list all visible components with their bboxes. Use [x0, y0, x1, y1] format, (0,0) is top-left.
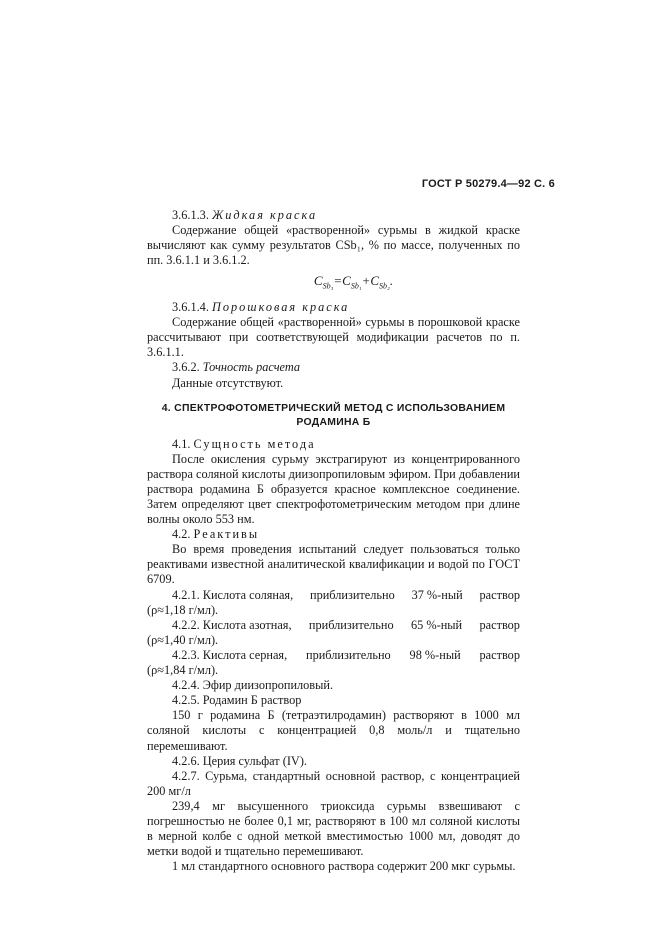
- section-4-title: [147, 402, 520, 430]
- clause-4-2-7-note: 1 мл стандартного основного раствора содержит 200 мкг сурьмы.: [172, 859, 516, 874]
- clause-3-6-1-4-heading: [147, 300, 520, 315]
- formula-lhs-sub: Sb₃: [322, 281, 334, 291]
- clause-4-2-4: 4.2.4. Эфир диизопропиловый.: [172, 678, 334, 693]
- reagent-density: (ρ≈1,18 г/мл).: [147, 602, 219, 617]
- reagent-concentration: 65 %-ный: [411, 617, 463, 632]
- clause-4-2-7-text: 239,4 мг высушенного триоксида сурьмы взвешивают с погрешностью не более 0,1 мг, растворяют в 100 мл соляной кислоты в мерной колбе с одной меткой вместимостью 1000 мл, доводят до метки водой и тщательно перемешивают.: [147, 798, 520, 859]
- reagent-line: [147, 588, 520, 603]
- formula-term2: +C: [361, 273, 380, 289]
- reagent-approx: приблизительно: [310, 587, 395, 602]
- clause-number: 3.6.1.3.: [172, 208, 209, 222]
- clause-3-6-2-text: Данные отсутствуют.: [172, 375, 284, 390]
- reagent-concentration: 37 %-ный: [411, 587, 463, 602]
- clause-3-6-2-heading: [147, 360, 520, 375]
- reagent-line: [147, 648, 520, 663]
- clause-4-2-7-heading: 4.2.7. Сурьма, стандартный основной раствор, с концентрацией 200 мг/л: [147, 768, 520, 798]
- formula-term2-sub: Sb₂: [379, 281, 390, 291]
- reagent-name: 4.2.3. Кислота серная,: [172, 647, 288, 662]
- clause-4-1-heading: [147, 437, 520, 452]
- reagent-type: раствор: [479, 617, 520, 632]
- clause-title: Порошковая краска: [211, 300, 350, 315]
- formula-end: .: [389, 273, 394, 289]
- reagent-concentration: 98 %-ный: [409, 647, 461, 662]
- reagent-approx: приблизительно: [305, 647, 391, 662]
- clause-4-2-text: Во время проведения испытаний следует пользоваться только реактивами известной аналитической квалификации и водой по ГОСТ 6709.: [147, 542, 520, 587]
- page-header: ГОСТ Р 50279.4—92 С. 6: [421, 178, 555, 190]
- reagent-name: 4.2.2. Кислота азотная,: [172, 617, 292, 632]
- section-title-line: 4. СПЕКТРОФОТОМЕТРИЧЕСКИЙ МЕТОД С ИСПОЛЬЗОВАНИЕМ: [161, 402, 506, 414]
- clause-4-2-heading: [147, 527, 520, 542]
- clause-4-2-5-heading: 4.2.5. Родамин Б раствор: [172, 693, 302, 708]
- formula-lhs: C: [313, 273, 323, 289]
- reagent-density: (ρ≈1,84 г/мл).: [147, 663, 219, 678]
- formula-term1: =C: [333, 273, 351, 289]
- clause-title: Жидкая краска: [211, 208, 318, 222]
- clause-title: Точность расчета: [202, 360, 301, 375]
- clause-4-2-5-text: 150 г родамина Б (тетраэтилродамин) растворяют в 1000 мл соляной кислоты с концентрацией 0,8 моль/л и тщательно перемешивают.: [147, 708, 520, 753]
- reagent-approx: приблизительно: [308, 617, 394, 632]
- clause-4-2-6: 4.2.6. Церия сульфат (IV).: [172, 753, 307, 768]
- formula-term1-sub: Sb₁: [350, 281, 362, 291]
- reagent-name: 4.2.1. Кислота соляная,: [172, 587, 294, 602]
- clause-number: 4.2.: [172, 527, 191, 542]
- clause-number: 3.6.1.4.: [172, 300, 209, 315]
- clause-3-6-1-3-text: Содержание общей «растворенной» сурьмы в жидкой краске вычисляют как сумму результатов CSb₁, % по массе, полученных по пп. 3.6.1.1 и 3.6.1.2.: [147, 223, 520, 268]
- formula: [147, 273, 520, 294]
- section-title-line: РОДАМИНА Б: [296, 416, 371, 428]
- reagent-type: раствор: [479, 587, 520, 602]
- reagent-type: раствор: [479, 647, 520, 662]
- reagent-line: [147, 618, 520, 633]
- clause-number: 4.1.: [172, 436, 191, 451]
- document-body: [147, 208, 520, 874]
- clause-title: Сущность метода: [193, 436, 316, 451]
- reagent-density: (ρ≈1,40 г/мл).: [147, 632, 219, 647]
- clause-4-1-text: После окисления сурьму экстрагируют из концентрированного раствора соляной кислоты диизопропиловым эфиром. При добавлении раствора родамина Б образуется красное комплексное соединение. Затем определяют цвет спектрофотометрическим методом при длине волны около 553 нм.: [147, 451, 520, 527]
- clause-3-6-1-3-heading: [147, 208, 520, 223]
- clause-number: 3.6.2.: [172, 360, 200, 375]
- clause-title: Реактивы: [193, 527, 260, 542]
- clause-3-6-1-4-text: Содержание общей «растворенной» сурьмы в порошковой краске рассчитывают при соответствующей модификации расчетов по п. 3.6.1.1.: [147, 315, 520, 360]
